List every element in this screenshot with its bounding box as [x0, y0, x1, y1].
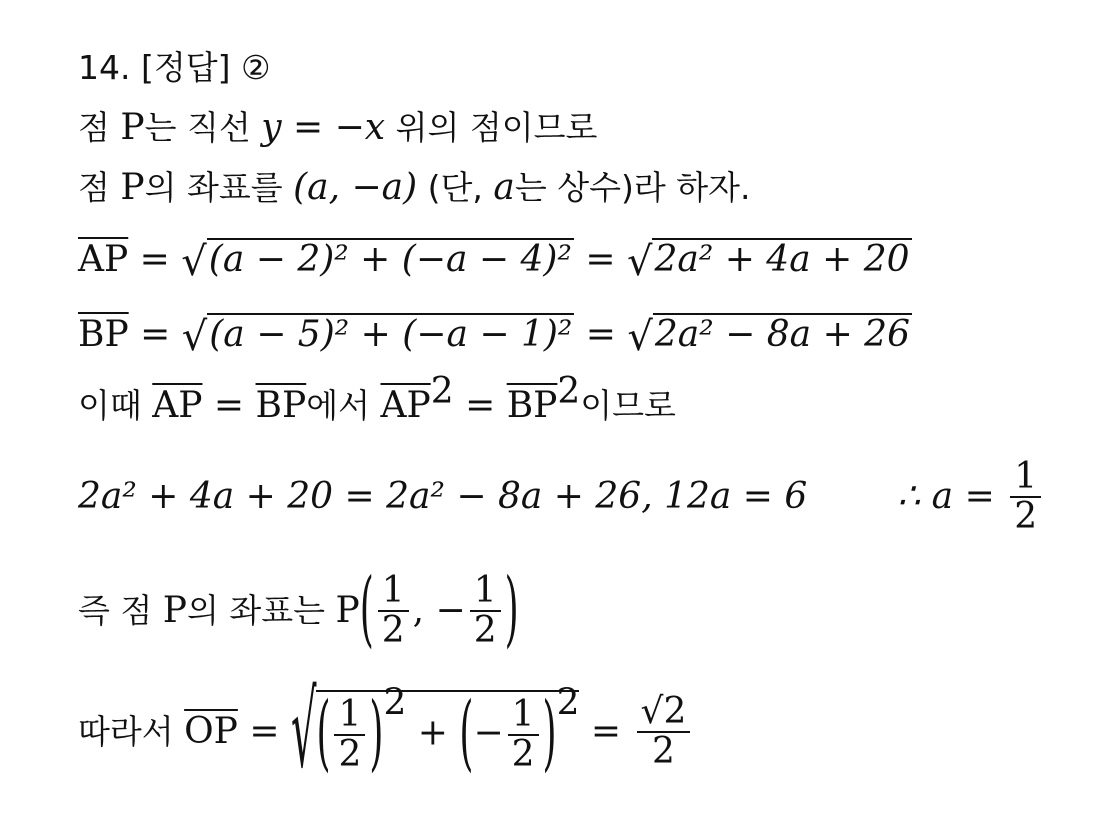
paren: ( [316, 686, 331, 781]
line-ap [78, 238, 912, 285]
segment-ap: $\overline{AP}$ [380, 385, 431, 426]
paren: ( [359, 562, 374, 657]
minus: − [473, 712, 504, 754]
radicand [316, 682, 580, 781]
point-p: P [162, 590, 187, 631]
eq: = [573, 239, 627, 280]
numerator: 1 [508, 696, 539, 736]
text: 의 좌표는 [186, 591, 336, 630]
text: 는 직선 [144, 108, 262, 147]
eq: = [453, 385, 507, 426]
paren: ) [542, 686, 557, 781]
eq: = [579, 711, 633, 752]
radicand: 2a² − 8a + 26 [654, 314, 910, 355]
denominator: 2 [338, 734, 362, 775]
plus: + [406, 712, 460, 754]
exponent: 2 [430, 371, 454, 412]
sqrt: √2a² − 8a + 26 [627, 313, 910, 360]
fraction [508, 696, 539, 774]
point-p: P [120, 167, 145, 208]
fraction [334, 696, 365, 774]
sqrt: √2a² + 4a + 20 [626, 238, 910, 285]
segment-op: $\overline{OP}$ [184, 711, 238, 752]
sqrt: √(a − 2)² + (−a − 4)² [181, 238, 572, 285]
eq: = − [281, 107, 365, 148]
segment-ap: $\overline{AP}$ [152, 385, 203, 426]
line-coordinate [78, 562, 519, 657]
text: 는 상수)라 하자. [514, 168, 751, 207]
equation: 2a² + 4a + 20 = 2a² − 8a + 26, 12a = 6 [78, 476, 808, 517]
text: 에서 [306, 386, 381, 425]
text: 점 [78, 108, 121, 147]
eq: = [202, 385, 256, 426]
paren: ) [504, 562, 519, 657]
line-bp [78, 313, 912, 360]
radicand: (a − 2)² + (−a − 4)² [208, 239, 572, 280]
fraction [637, 693, 691, 771]
denominator: 2 [473, 610, 497, 651]
line-2 [78, 108, 597, 148]
text: 이므로 [580, 386, 676, 425]
radical-sign: √ [290, 672, 317, 792]
comma: , − [412, 590, 466, 631]
line-3 [78, 168, 751, 208]
denominator: 2 [381, 610, 405, 651]
numerator: 1 [334, 696, 365, 736]
text: 의 좌표를 [144, 168, 294, 207]
exponent: 2 [383, 682, 407, 724]
exponent: 2 [556, 682, 580, 724]
text: 점 [78, 168, 121, 207]
numerator: √2 [637, 693, 691, 733]
numerator: 1 [1010, 458, 1041, 498]
denominator: 2 [511, 734, 535, 775]
radicand: (a − 5)² + (−a − 1)² [209, 314, 573, 355]
point-p: P [335, 590, 360, 631]
fraction [1010, 458, 1041, 536]
coordinate: (a, −a) [293, 167, 418, 208]
line-solve [78, 458, 1045, 536]
answer-heading [78, 48, 271, 88]
fraction [470, 572, 501, 650]
text: 따라서 [78, 712, 185, 751]
eq: = [237, 711, 291, 752]
paren: ) [369, 686, 384, 781]
paren: ( [459, 686, 474, 781]
segment-bp: $\overline{BP}$ [255, 385, 307, 426]
text: (단, [417, 168, 494, 207]
eq: = [128, 314, 182, 355]
eq: = [128, 239, 182, 280]
exponent: 2 [557, 371, 581, 412]
fraction [378, 572, 409, 650]
denominator: 2 [652, 731, 675, 772]
text: 즉 점 [78, 591, 163, 630]
answer-heading-text: 14. [정답] ② [78, 48, 271, 87]
segment-bp: $\overline{BP}$ [506, 385, 558, 426]
sqrt: √(a − 5)² + (−a − 1)² [181, 313, 573, 360]
numerator: 1 [470, 572, 501, 612]
numerator: 1 [378, 572, 409, 612]
segment-ap: $\overline{AP}$ [78, 239, 129, 280]
eq: = [574, 314, 628, 355]
radicand: 2a² + 4a + 20 [654, 239, 910, 280]
line-distance [78, 672, 694, 792]
therefore: ∴ a = [897, 476, 1007, 517]
segment-bp: $\overline{BP}$ [78, 314, 129, 355]
var-y: y [261, 107, 282, 148]
text: 위의 점이므로 [385, 108, 598, 147]
line-condition [78, 371, 676, 426]
var-a: a [493, 167, 515, 208]
point-p: P [120, 107, 145, 148]
denominator: 2 [1014, 496, 1038, 537]
var-x: x [364, 107, 386, 148]
text: 이때 [78, 386, 153, 425]
